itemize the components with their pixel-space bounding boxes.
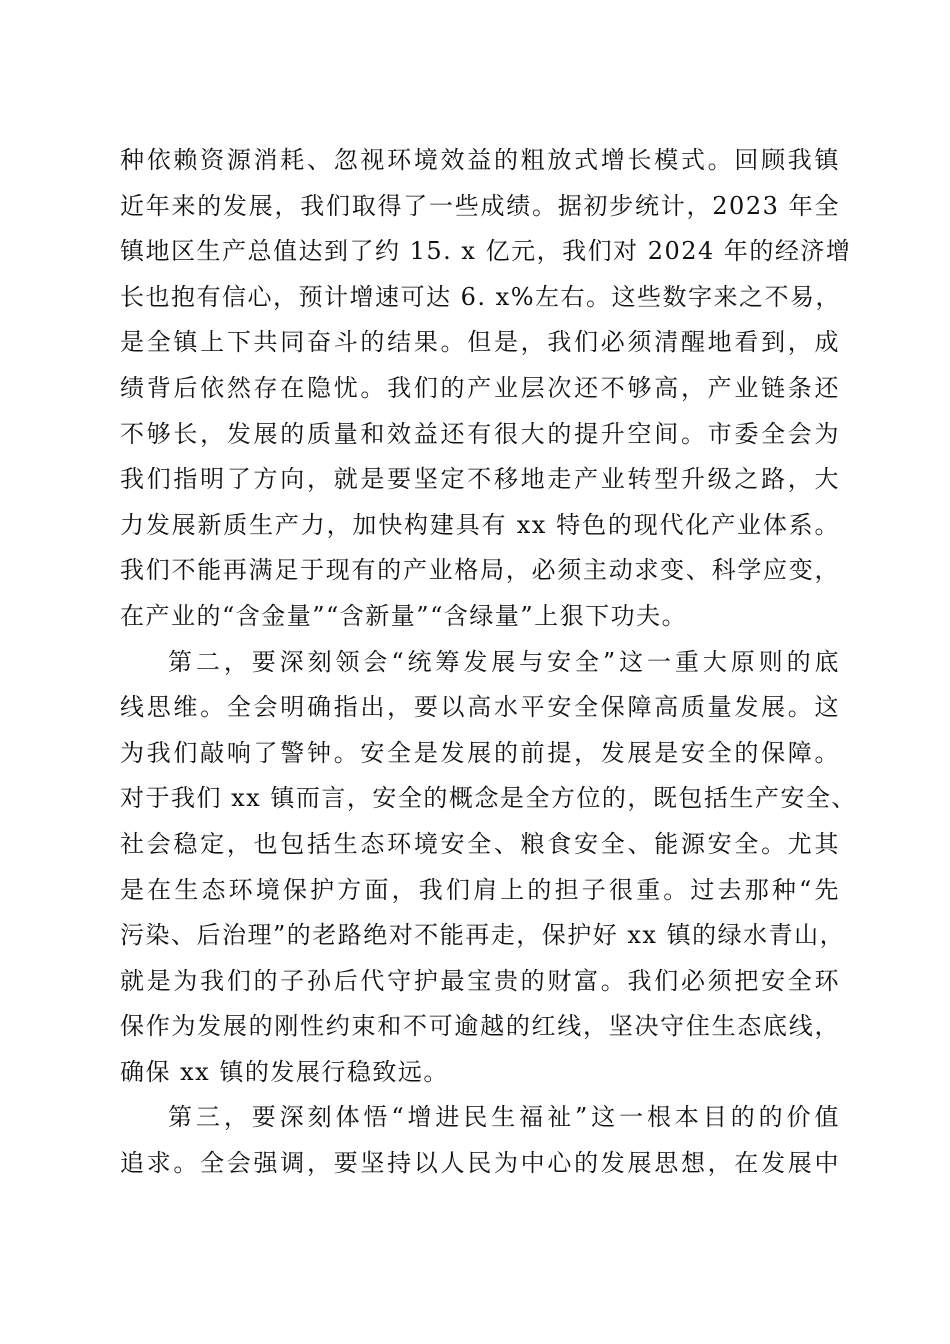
text-line: 是在生态环境保护方面，我们肩上的担子很重。过去那种“先 [120, 875, 840, 904]
text-line: 我们指明了方向，就是要坚定不移地走产业转型升级之路，大 [120, 465, 840, 494]
paragraph-2 [120, 640, 857, 1096]
text-line: 就是为我们的子孙后代守护最宝贵的财富。我们必须把安全环 [120, 966, 840, 995]
text-line: 绩背后依然存在隐忧。我们的产业层次还不够高，产业链条还 [120, 373, 840, 402]
text-line: 是全镇上下共同奋斗的结果。但是，我们必须清醒地看到，成 [120, 328, 840, 357]
text-line: 为我们敲响了警钟。安全是发展的前提，发展是安全的保障。 [120, 738, 840, 767]
text-line: 对于我们 xx 镇而言，安全的概念是全方位的，既包括生产安全、 [120, 784, 857, 813]
text-line: 保作为发展的刚性约束和不可逾越的红线，坚决守住生态底线， [120, 1012, 840, 1041]
text-line: 力发展新质生产力，加快构建具有 xx 特色的现代化产业体系。 [120, 510, 840, 539]
document-body [120, 138, 857, 1187]
text-line: 不够长，发展的质量和效益还有很大的提升空间。市委全会为 [120, 419, 840, 448]
text-line: 在产业的“含金量”“含新量”“含绿量”上狠下功夫。 [120, 601, 688, 630]
text-line: 近年来的发展，我们取得了一些成绩。据初步统计，2023 年全 [120, 191, 840, 220]
text-line: 追求。全会强调，要坚持以人民为中心的发展思想，在发展中 [120, 1149, 840, 1178]
text-line: 第二，要深刻领会“统筹发展与安全”这一重大原则的底 [168, 647, 840, 676]
text-line: 污染、后治理”的老路绝对不能再走，保护好 xx 镇的绿水青山， [120, 921, 846, 950]
text-line: 社会稳定，也包括生态环境安全、粮食安全、能源安全。尤其 [120, 829, 840, 858]
text-line: 种依赖资源消耗、忽视环境效益的粗放式增长模式。回顾我镇 [120, 146, 840, 174]
text-line: 长也抱有信心，预计增速可达 6. x%左右。这些数字来之不易， [120, 282, 841, 311]
text-line: 确保 xx 镇的发展行稳致远。 [120, 1057, 449, 1086]
text-line: 我们不能再满足于现有的产业格局，必须主动求变、科学应变， [120, 556, 840, 585]
text-line: 线思维。全会明确指出，要以高水平安全保障高质量发展。这 [120, 693, 840, 722]
text-line: 镇地区生产总值达到了约 15. x 亿元，我们对 2024 年的经济增 [120, 237, 852, 266]
paragraph-1 [120, 138, 852, 640]
text-line: 第三，要深刻体悟“增进民生福祉”这一根本目的的价值 [168, 1103, 840, 1132]
paragraph-3 [120, 1095, 840, 1186]
